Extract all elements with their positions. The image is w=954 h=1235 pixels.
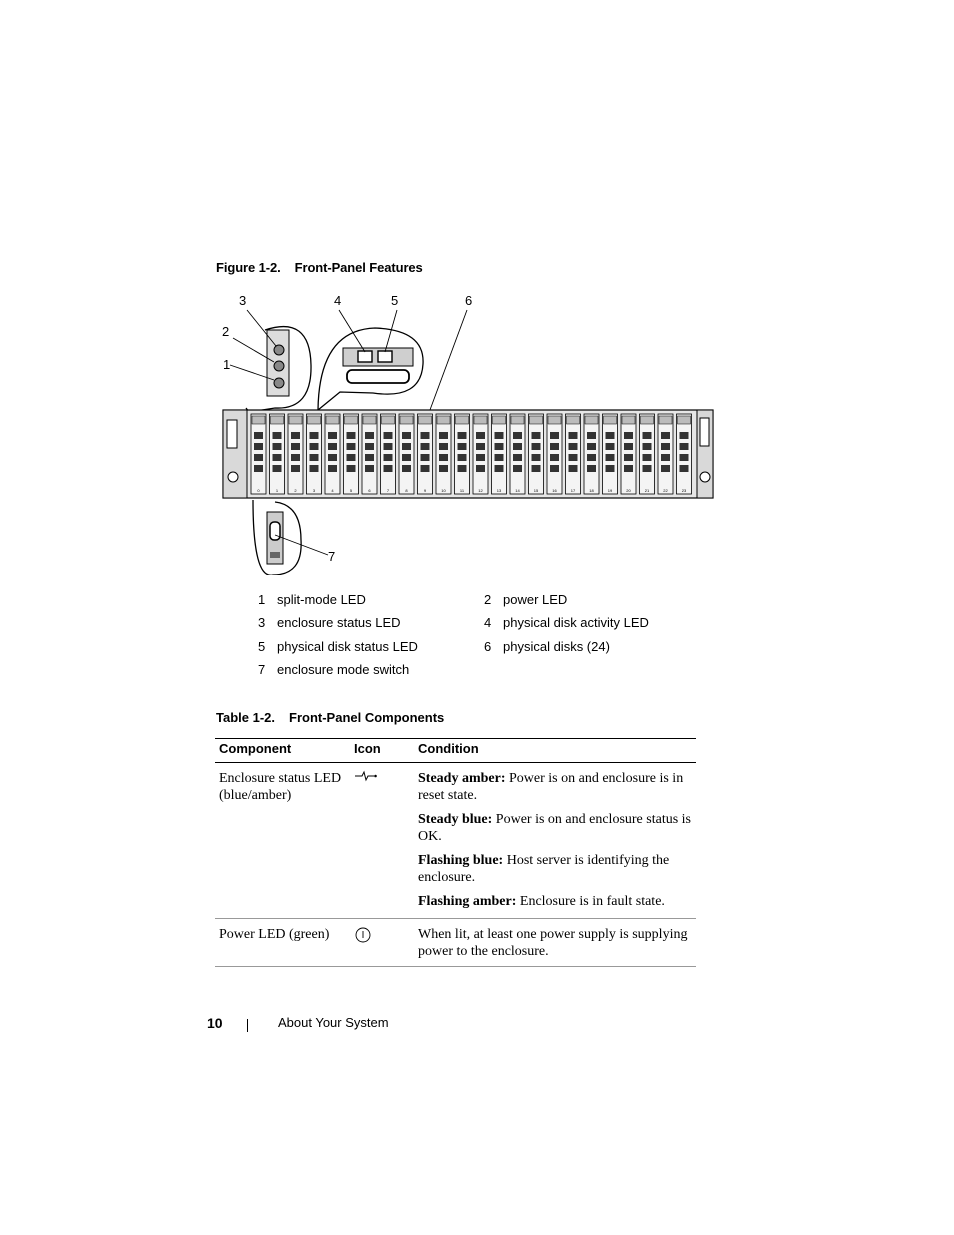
front-panel-components-table: [215, 738, 696, 967]
drive-bay: [418, 414, 433, 494]
drive-number-label: 13: [496, 488, 502, 493]
drive-bay: [399, 414, 414, 494]
drive-number-label: 10: [441, 488, 446, 493]
status-pulse-icon: [354, 770, 378, 782]
drive-bay: [436, 414, 451, 494]
drive-number-label: 14: [515, 488, 520, 493]
drive-number-label: 2: [294, 488, 297, 493]
drive-number-label: 12: [478, 488, 483, 493]
callout-6: 6: [465, 293, 473, 308]
drive-bay: [270, 414, 285, 494]
table-label: Table 1-2.: [216, 710, 276, 725]
drive-number-label: 23: [681, 488, 687, 493]
callout-3: 3: [239, 293, 247, 308]
condition-item: Flashing blue: Host server is identifying the enclosure.: [418, 853, 670, 885]
legend-item: 7 enclosure mode switch: [258, 662, 410, 677]
table-header-row: [215, 739, 696, 763]
legend-item: 2 power LED: [484, 592, 568, 607]
drive-number-label: 22: [663, 488, 668, 493]
drive-number-label: 21: [644, 488, 650, 493]
front-panel-figure: [215, 290, 725, 575]
callout-7: 7: [328, 549, 336, 564]
legend-item: 3 enclosure status LED: [258, 615, 401, 630]
condition-cell: [414, 763, 696, 919]
component-cell: Enclosure status LED (blue/amber): [215, 763, 350, 919]
callout-4: 4: [334, 293, 342, 308]
led-detail-callout: [246, 327, 311, 412]
drive-number-label: 9: [423, 488, 427, 493]
drive-bay: [603, 414, 618, 494]
drive-number-label: 8: [405, 488, 408, 493]
drive-bay: [621, 414, 636, 494]
drive-bay: [566, 414, 581, 494]
icon-cell: [350, 919, 414, 967]
callout-1: 1: [223, 357, 231, 372]
drive-number-label: 1: [275, 488, 279, 493]
condition-item: Flashing amber: Enclosure is in fault state.: [418, 894, 665, 909]
table-caption: [216, 710, 444, 725]
drive-number-label: 19: [607, 488, 613, 493]
legend-item: 6 physical disks (24): [484, 639, 610, 654]
callout-2: 2: [222, 324, 230, 339]
drive-number-label: 0: [257, 488, 260, 493]
drive-bay: [584, 414, 599, 494]
drive-number-label: 17: [570, 488, 576, 493]
condition-item: Steady blue: Power is on and enclosure status is OK.: [418, 812, 691, 844]
mode-switch-detail-callout: [253, 500, 301, 575]
header-component: Component: [215, 739, 350, 763]
drive-bay: [658, 414, 673, 494]
header-condition: Condition: [414, 739, 696, 763]
legend-item: 4 physical disk activity LED: [484, 615, 649, 630]
drive-bay: [529, 414, 544, 494]
figure-title: Front-Panel Features: [294, 260, 423, 275]
drive-number-label: 20: [626, 488, 631, 493]
drive-number-label: 6: [368, 488, 371, 493]
callout-5: 5: [391, 293, 399, 308]
drive-bay: [455, 414, 470, 494]
drive-bay: [251, 414, 266, 494]
drive-number-label: 4: [331, 488, 334, 493]
front-panel-drawing: [215, 290, 725, 575]
drive-number-label: 18: [589, 488, 594, 493]
condition-cell: When lit, at least one power supply is supplying power to the enclosure.: [414, 919, 696, 967]
drive-bay: [547, 414, 562, 494]
drive-number-label: 5: [349, 488, 353, 493]
icon-cell: [350, 763, 414, 919]
table-row: [215, 763, 696, 919]
drive-bay: [677, 414, 692, 494]
component-cell: Power LED (green): [215, 919, 350, 967]
drive-bay: [344, 414, 359, 494]
drive-bay: [362, 414, 377, 494]
table-title: Front-Panel Components: [289, 710, 445, 725]
drive-number-label: 16: [552, 488, 557, 493]
drive-number-label: 15: [533, 488, 539, 493]
drive-bay: [288, 414, 303, 494]
legend-item: 1 split-mode LED: [258, 592, 366, 607]
page-number: 10: [207, 1015, 223, 1031]
drive-bay: [640, 414, 655, 494]
drive-bay: [381, 414, 396, 494]
drive-number-label: 3: [312, 488, 316, 493]
figure-label: Figure 1-2.: [216, 260, 281, 275]
drive-bay: [510, 414, 525, 494]
header-icon: Icon: [350, 739, 414, 763]
legend-item: 5 physical disk status LED: [258, 639, 418, 654]
footer-divider: [247, 1019, 248, 1032]
figure-caption: [216, 260, 423, 275]
table-row: [215, 919, 696, 967]
drive-number-label: 11: [459, 488, 465, 493]
drive-bay: [473, 414, 488, 494]
drive-number-label: 7: [386, 488, 390, 493]
condition-item: Steady amber: Power is on and enclosure is in reset state.: [418, 771, 684, 803]
drive-bay: [325, 414, 340, 494]
drive-bay: [307, 414, 322, 494]
drive-bay: [492, 414, 507, 494]
section-title: About Your System: [278, 1015, 389, 1030]
disk-led-detail-callout: [318, 328, 423, 410]
power-icon: [354, 926, 372, 944]
